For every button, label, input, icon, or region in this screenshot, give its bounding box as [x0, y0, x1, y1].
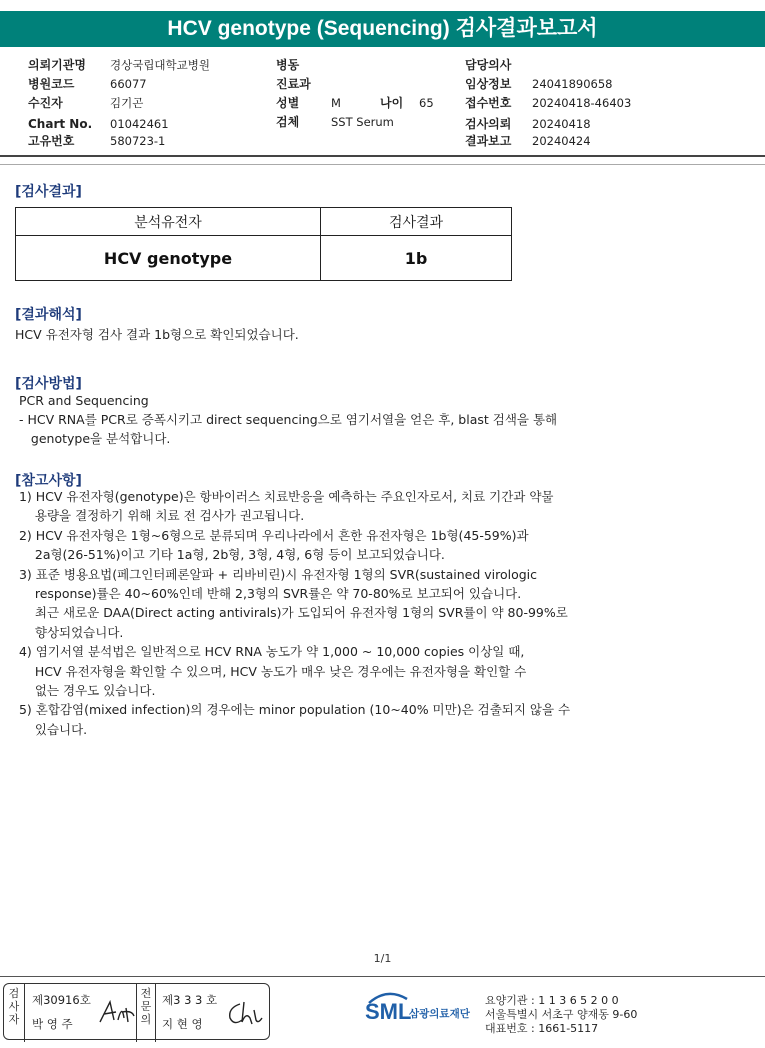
info-c1-3-value: 01042461: [110, 117, 169, 131]
interpretation-heading: [결과해석]: [15, 307, 82, 323]
result-header-result: 검사결과: [321, 208, 512, 236]
method-line: genotype을 분석합니다.: [15, 431, 171, 446]
notes-line: response)률은 40~60%인데 반해 2,3형의 SVR률은 약 70-80%로 보고되어 있습니다.: [15, 586, 522, 601]
info-c3-4-label: 결과보고: [465, 134, 512, 148]
notes-line: 1) HCV 유전자형(genotype)은 항바이러스 치료반응을 예측하는 주요인자로서, 치료 기간과 약물: [15, 489, 554, 504]
notes-line: 4) 염기서열 분석법은 일반적으로 HCV RNA 농도가 약 1,000 ~ 10,000 copies 이상일 때,: [15, 644, 525, 660]
info-c1-2-value: 김기곤: [110, 96, 144, 110]
reviewer-name: 지 현 영: [162, 1017, 203, 1031]
info-c3-4-value: 20240424: [532, 134, 591, 148]
footer-phone: 대표번호 : 1661-5117: [485, 1022, 599, 1035]
sml-logo: [365, 991, 480, 1031]
info-c2-3-value: SST Serum: [331, 115, 394, 129]
info-c1-4-label: 고유번호: [28, 134, 75, 148]
info-c1-0-value: 경상국립대학교병원: [110, 58, 210, 72]
interpretation-text: HCV 유전자형 검사 결과 1b형으로 확인되었습니다.: [15, 327, 299, 342]
info-c2-1-label: 진료과: [276, 77, 311, 91]
reviewer-license-no: 제3 3 3 호: [162, 993, 218, 1007]
info-c1-1-label: 병원코드: [28, 77, 75, 91]
result-header-gene: 분석유전자: [16, 208, 321, 236]
results-heading: [검사결과]: [15, 184, 82, 200]
footer-divider: [0, 976, 765, 977]
reviewer-label: 전 문 의: [136, 984, 156, 1042]
logo-text: SML: [365, 999, 412, 1024]
reviewer-signature: [226, 998, 264, 1028]
info-c1-4-value: 580723-1: [110, 134, 166, 148]
info-c3-0-label: 담당의사: [465, 58, 512, 72]
info-c3-1-label: 임상정보: [465, 77, 512, 91]
info-divider: [0, 155, 765, 157]
info-c1-0-label: 의뢰기관명: [28, 58, 86, 72]
info-c2-2-value: M: [331, 96, 341, 110]
info-c2-3-label: 검체: [276, 115, 300, 129]
notes-line: 2a형(26-51%)이고 기타 1a형, 2b형, 3형, 4형, 6형 등이 보고되었습니다.: [15, 547, 445, 563]
info-age-label: 나이: [380, 96, 404, 110]
tester-name: 박 영 주: [32, 1017, 73, 1031]
notes-line: 2) HCV 유전자형은 1형~6형으로 분류되며 우리나라에서 흔한 유전자형은 1b형(45-59%)과: [15, 527, 529, 543]
result-gene: HCV genotype: [16, 236, 321, 281]
tester-license-no: 제30916호: [32, 993, 91, 1007]
info-c3-2-value: 20240418-46403: [532, 96, 632, 110]
footer-license: 요양기관 : 1 1 3 6 5 2 0 0: [485, 994, 619, 1007]
method-line: PCR and Sequencing: [15, 393, 149, 408]
info-c3-3-label: 검사의뢰: [465, 117, 512, 131]
info-c3-2-label: 접수번호: [465, 96, 512, 110]
report-title: HCV genotype (Sequencing) 검사결과보고서: [0, 11, 765, 47]
notes-line: 향상되었습니다.: [15, 624, 124, 640]
info-c3-1-value: 24041890658: [532, 77, 613, 91]
info-c2-0-label: 병동: [276, 58, 300, 72]
notes-line: 3) 표준 병용요법(페그인터페론알파 + 리바비린)시 유전자형 1형의 SVR(sustained virologic: [15, 566, 538, 582]
notes-heading: [참고사항]: [15, 473, 82, 489]
info-c1-2-label: 수진자: [28, 96, 63, 110]
info-c1-1-value: 66077: [110, 77, 147, 91]
info-c1-3-label: Chart No.: [28, 117, 93, 131]
signature-box: [3, 983, 270, 1040]
notes-line: 최근 새로운 DAA(Direct acting antivirals)가 도입되어 유전자형 1형의 SVR률이 약 80-99%로: [15, 605, 568, 621]
method-line: - HCV RNA를 PCR로 증폭시키고 direct sequencing으로 염기서열을 얻은 후, blast 검색을 통해: [15, 412, 558, 427]
page-number: 1/1: [373, 952, 392, 965]
tester-label: 검 사 자: [4, 984, 25, 1042]
tester-signature: [96, 998, 136, 1028]
notes-line: 없는 경우도 있습니다.: [15, 683, 156, 698]
notes-line: 용량을 결정하기 위해 치료 전 검사가 권고됩니다.: [15, 508, 305, 524]
info-c3-3-value: 20240418: [532, 117, 591, 131]
info-divider-thin: [0, 164, 765, 165]
info-c2-2-label: 성별: [276, 96, 300, 110]
notes-line: 5) 혼합감염(mixed infection)의 경우에는 minor population (10~40% 미만)은 검출되지 않을 수: [15, 702, 571, 718]
method-heading: [검사방법]: [15, 376, 82, 392]
org-name: 삼광의료재단: [409, 1008, 470, 1020]
footer-address: 서울특별시 서초구 양재동 9-60: [485, 1008, 638, 1021]
notes-line: HCV 유전자형을 확인할 수 있으며, HCV 농도가 매우 낮은 경우에는 유전자형을 확인할 수: [15, 663, 527, 679]
info-age-value: 65: [419, 96, 434, 110]
result-value: 1b: [321, 236, 512, 281]
result-table: [15, 207, 512, 281]
notes-line: 있습니다.: [15, 721, 88, 737]
